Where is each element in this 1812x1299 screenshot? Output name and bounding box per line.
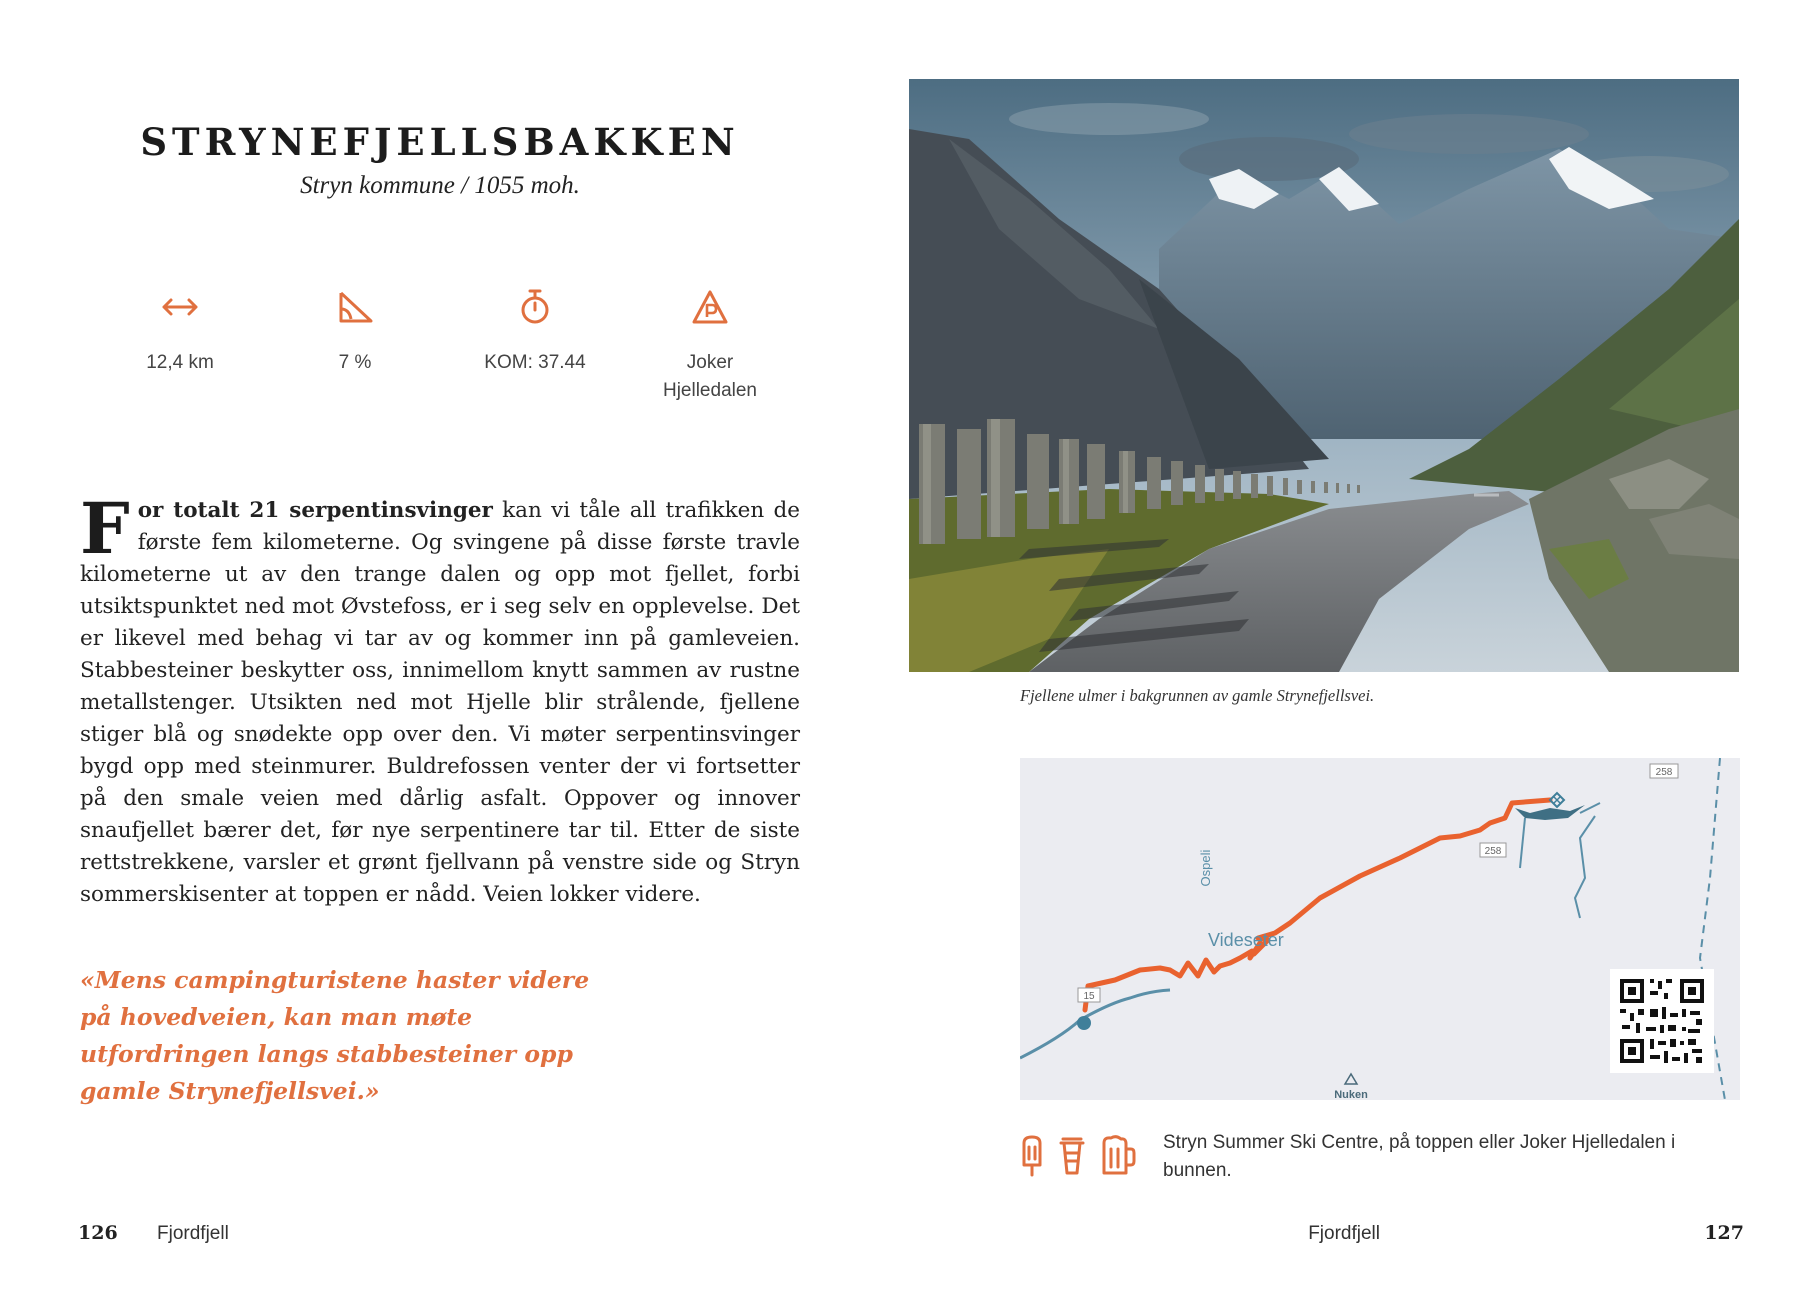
pull-quote: «Mens campingturistene haster videre på hovedveien, kan man møte utfordringen langs stabbesteiner opp gamle Strynefjellsvei.» [80, 966, 590, 1105]
stat-parking [625, 285, 795, 405]
amenity-icons [1018, 1135, 1158, 1185]
road-label-258-top: 258 [1655, 767, 1673, 778]
stats-row [95, 285, 815, 415]
map-label-ospeli: Ospeli [1198, 849, 1213, 887]
stopwatch-icon [450, 285, 620, 329]
page-title: STRYNEFJELLSBAKKEN [140, 120, 740, 164]
page-number-left: 126 [78, 1222, 118, 1244]
beer-mug-icon [1104, 1137, 1134, 1173]
amenity-description: Stryn Summer Ski Centre, på toppen eller Joker Hjelledalen i bunnen. [1163, 1132, 1676, 1181]
road-label-15: 15 [1083, 991, 1095, 1002]
dropcap: F [80, 487, 130, 570]
mountain-road-photo [909, 79, 1739, 672]
road-label-258-mid: 258 [1484, 846, 1502, 857]
stat-gradient-label: 7 % [338, 352, 372, 373]
section-name-right: Fjordfjell [1308, 1223, 1380, 1244]
parking-icon [625, 285, 795, 329]
page-number-right: 127 [1704, 1222, 1744, 1244]
stat-kom [450, 285, 620, 377]
map-label-videseter: Videseter [1208, 930, 1284, 950]
map-label-nuken: Nuken [1334, 1089, 1368, 1100]
body-lead: or totalt 21 serpentinsvinger [137, 498, 493, 523]
stat-distance-label: 12,4 km [146, 352, 214, 373]
distance-arrow-icon [95, 285, 265, 329]
ice-cream-icon [1024, 1137, 1040, 1175]
stat-distance [95, 285, 265, 377]
page-subtitle: Stryn kommune / 1055 moh. [300, 172, 580, 199]
coffee-cup-icon [1061, 1139, 1083, 1173]
photo-caption: Fjellene ulmer i bakgrunnen av gamle Strynefjellsvei. [1020, 686, 1375, 705]
stat-kom-label: KOM: 37.44 [484, 352, 586, 373]
body-paragraph: kan vi tåle all trafikken de første fem kilometerne. Og svingene på disse første travle kilometerne ut av den trange dalen og opp mot fjellet, forbi utsiktspunktet ned mot Øvstefoss, er i seg selv en opplevelse. Det er likevel med behag vi tar av og kommer inn på gamleveien. Stabbesteiner beskytter oss, innimellom knytt sammen av rustne metallstenger. Utsikten ned mot Hjelle blir strålende, fjellene stiger blå og snødekte opp over den. Vi møter serpentinsvinger bygd opp med steinmurer. Buldrefossen venter der vi fortsetter på den smale veien med dårlig asfalt. Oppover og innover snaufjellet bærer det, før nye serpentinere tar til. Etter de siste rettstrekkene, varsler et grønt fjellvann på venstre side og Stryn sommerskisenter at toppen er nådd. Veien lokker videre. [80, 498, 800, 907]
stat-gradient [270, 285, 440, 377]
qr-code[interactable] [1610, 969, 1714, 1073]
stat-parking-label: Joker Hjelledalen [662, 352, 757, 401]
section-name-left: Fjordfjell [157, 1223, 229, 1244]
body-text [80, 487, 800, 911]
gradient-icon [270, 285, 440, 329]
